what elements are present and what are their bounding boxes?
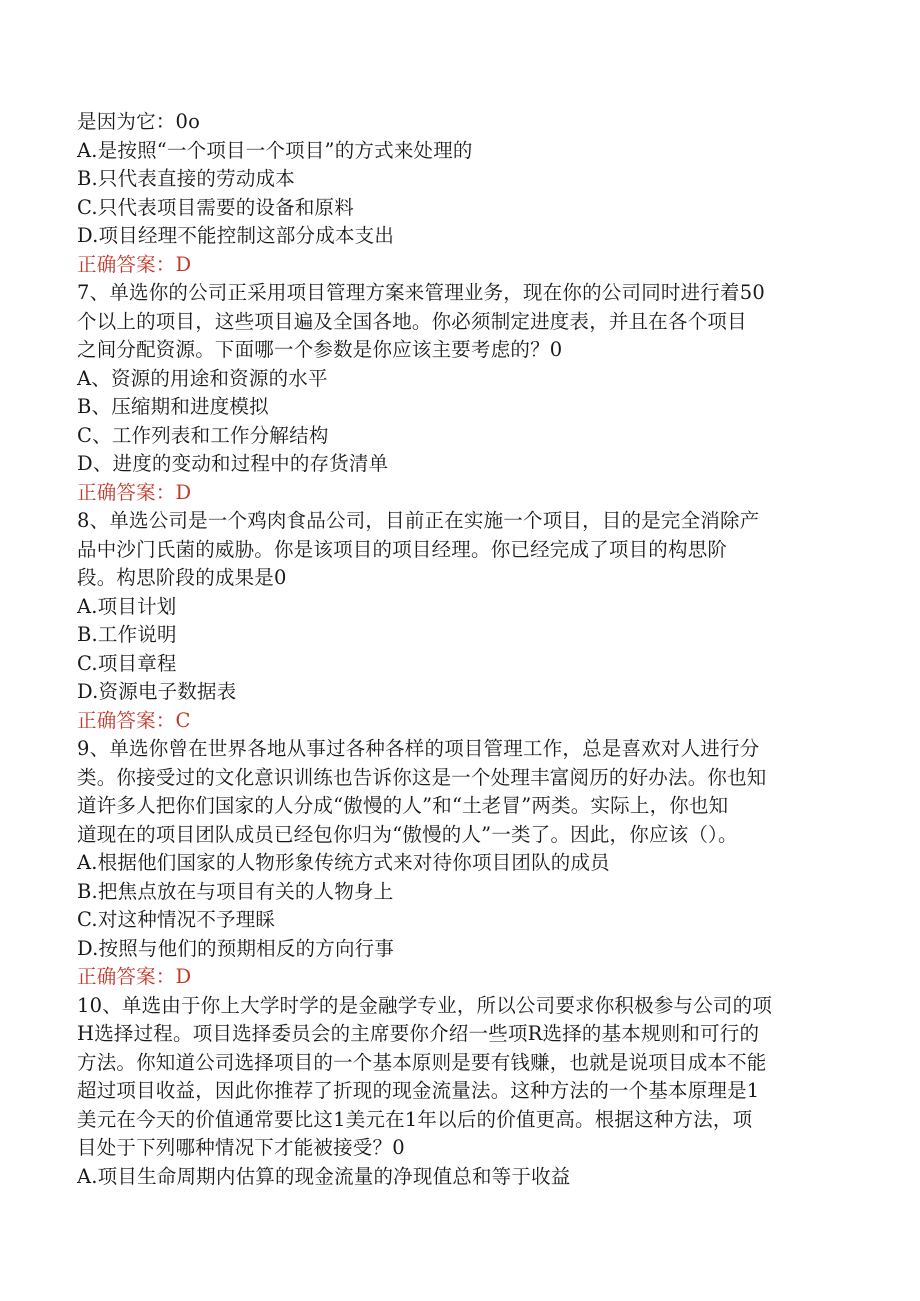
question-line: 个以上的项目，这些项目遍及全国各地。你必须制定进度表，并且在各个项目 [77, 309, 747, 333]
question-line: 是因为它：0o [77, 110, 201, 133]
answer-line: 正确答案：D [77, 252, 192, 276]
option-line: A.项目计划 [77, 594, 177, 618]
question-line: 8、单选公司是一个鸡肉食品公司，目前正在实施一个项目，目的是完全消除产 [77, 509, 760, 532]
option-line: D.资源电子数据表 [77, 680, 237, 703]
answer-line: 正确答案：D [77, 480, 192, 504]
question-line: 品中沙门氏菌的威胁。你是该项目的项目经理。你已经完成了项目的构思阶 [77, 537, 728, 561]
question-line: 道现在的项目团队成员已经包你归为“傲慢的人”一类了。因此，你应该（）。 [77, 822, 738, 846]
option-line: B、压缩期和进度模拟 [77, 395, 269, 418]
answer-line: 正确答案：D [77, 965, 192, 988]
question-line: 方法。你知道公司选择项目的一个基本原则是要有钱赚，也就是说项目成本不能 [77, 1050, 767, 1074]
question-line: 道许多人把你们国家的人分成“傲慢的人”和“土老冒”两类。实际上，你也知 [77, 794, 729, 817]
option-line: C.只代表项目需要的设备和原料 [77, 195, 354, 219]
question-line: 目处于下列哪种情况下才能被接受？0 [77, 1136, 405, 1159]
question-line: 9、单选你曾在世界各地从事过各种各样的项目管理工作，总是喜欢对人进行分 [77, 737, 760, 760]
question-line: H选择过程。项目选择委员会的主席要你介绍一些项R选择的基本规则和可行的 [77, 1022, 760, 1045]
answer-line: 正确答案：C [77, 708, 191, 732]
option-line: A.项目生命周期内估算的现金流量的净现值总和等于收益 [77, 1164, 571, 1188]
option-line: A.根据他们国家的人物形象传统方式来对待你项目团队的成员 [77, 851, 610, 874]
option-line: C.对这种情况不予理睬 [77, 908, 276, 931]
question-line: 超过项目收益，因此你推荐了折现的现金流量法。这种方法的一个基本原理是1 [77, 1079, 760, 1102]
question-line: 10、单选由于你上大学时学的是金融学专业，所以公司要求你积极参与公司的项 [77, 993, 773, 1017]
question-line: 段。构思阶段的成果是0 [77, 566, 287, 589]
option-line: A.是按照“一个项目一个项目”的方式来处理的 [77, 138, 473, 162]
option-line: A、资源的用途和资源的水平 [77, 366, 328, 390]
option-line: C、工作列表和工作分解结构 [77, 423, 329, 447]
option-line: B.工作说明 [77, 623, 177, 646]
question-line: 美元在今天的价值通常要比这1美元在1年以后的价值更高。根据这种方法，项 [77, 1107, 753, 1131]
option-line: D.按照与他们的预期相反的方向行事 [77, 936, 395, 960]
question-line: 类。你接受过的文化意识训练也告诉你这是一个处理丰富阅历的好办法。你也知 [77, 765, 767, 789]
document-page [77, 108, 847, 1191]
option-line: B.只代表直接的劳动成本 [77, 167, 295, 190]
question-line: 之间分配资源。下面哪一个参数是你应该主要考虑的？0 [77, 338, 563, 361]
option-line: D、进度的变动和过程中的存货清单 [77, 452, 389, 475]
question-line: 7、单选你的公司正采用项目管理方案来管理业务，现在你的公司同时进行着50 [77, 281, 765, 304]
option-line: B.把焦点放在与项目有关的人物身上 [77, 879, 394, 903]
option-line: D.项目经理不能控制这部分成本支出 [77, 224, 395, 247]
option-line: C.项目章程 [77, 651, 177, 675]
